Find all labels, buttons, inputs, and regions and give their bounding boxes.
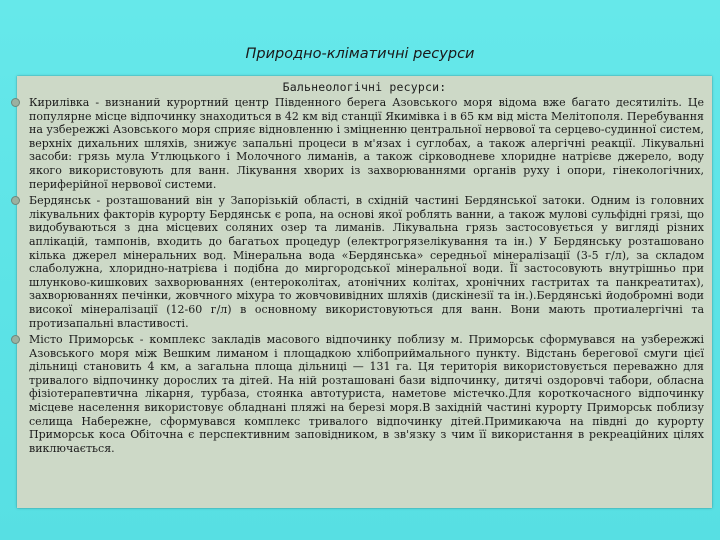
list-item [17, 96, 712, 191]
slide-title: Природно-кліматичні ресурси [245, 46, 475, 62]
section-subtitle: Бальнеологічні ресурси: [282, 80, 447, 94]
bullet-icon [11, 196, 20, 205]
bullet-icon [11, 98, 20, 107]
content-card [17, 76, 712, 508]
bullet-icon [11, 335, 20, 344]
bullet-list [17, 96, 712, 458]
list-item-text: Кирилівка - визнаний курортний центр Південного берега Азовського моря відома вже багато десятиліть. Це популярне місце відпочинку знаходиться в 42 км від станції Якимівка і в 65 км від міста Мелітополя. Перебування на узбережжі Азовського моря сприяє відновленню і зміцненню центральної нервової та серцево-судинної систем, верхніх дихальних шляхів, знижує запальні процеси в м'язах і суглобах, а також алергічні реакції. Лікувальні засоби: грязь мула Утлюцького і Молочного лиманів, а також сірководневе хлоридне натрієве джерело, воду якого використовують для ванн. Лікування хворих із захворюваннями органів руху і опори, гінекологічних, периферійної нервової системи. [29, 96, 704, 191]
list-item-text: Місто Приморськ - комплекс закладів масового відпочинку поблизу м. Приморськ сформувався на узбережжі Азовського моря між Вешким лиманом і площадкою хлібоприймального пункту. Відстань берегової смуги цієї дільниці становить 4 км, а загальна площа дільниці — 131 га. Ця територія використовується переважно для тривалого відпочинку дорослих та дітей. На ній розташовані бази відпочинку, дитячі оздоровчі табори, обласна фізіотерапевтична лікарня, турбаза, стоянка автотуриста, наметове містечко.Для короткочасного відпочинку місцеве населення використовує обладнані пляжі на березі моря.В західній частині курорту Приморськ поблизу селища Набережне, сформувався комплекс тривалого відпочинку дітей.Примикаюча на півдні до курорту Приморськ коса Обіточна є перспективним заповідником, в зв'язку з чим її використання в рекреаційних цілях виключається. [29, 333, 704, 455]
list-item [17, 194, 712, 330]
list-item-text: Бердянськ - розташований він у Запорізькій області, в східній частині Бердянської затоки. Одним із головних лікувальних факторів курорту Бердянськ є ропа, на основі якої роблять ванни, а також мулові сульфідні грязі, що видобуваються з дна місцевих соляних озер та лиманів. Лікувальна грязь застосовується у вигляді різних аплікацій, тампонів, входить до багатьох процедур (електрогрязелікування та ін.) У Бердянську розташовано кілька джерел мінеральних вод. Мінеральна вода «Бердянська» середньої мінералізації (3-5 г/л), за складом слаболужна, хлоридно-натрієва і подібна до миргородської мінеральної води. Її застосовують внутрішньо при шлунково-кишкових захворюваннях (ентероколітах, атонічних колітах, хронічних гастритах та панкреатитах), захворюваннях печінки, жовчного міхура то жовчовивідних шляхів (дискінезії та ін.).Бердянські йодобромні води високої мінералізації (12-60 г/л) в основному використовуються для ванн. Вони мають протиалергічні та протизапальні властивості. [29, 194, 704, 330]
list-item [17, 333, 712, 455]
